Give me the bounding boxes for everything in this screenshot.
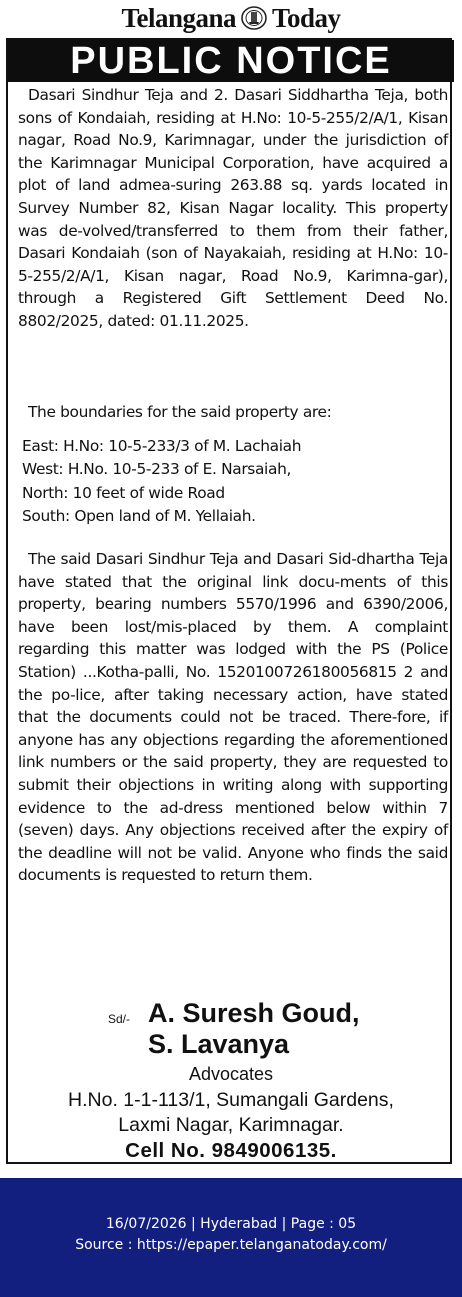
boundary-west: West: H.No. 10-5-233 of E. Narsaiah,: [22, 460, 292, 479]
advocate-role: Advocates: [188, 1064, 274, 1084]
boundaries-intro: The boundaries for the said property are:: [28, 403, 332, 421]
boundary-north: North: 10 feet of wide Road: [22, 483, 225, 502]
advocate-name-1: A. Suresh Goud,: [148, 998, 360, 1028]
boundary-east: East: H.No: 10-5-233/3 of M. Lachaiah: [22, 437, 302, 455]
address-line-1: H.No. 1-1-113/1, Sumangali Gardens,: [68, 1089, 394, 1111]
telangana-emblem-icon: [240, 5, 268, 31]
advocate-name-2: S. Lavanya: [148, 1029, 290, 1059]
boundaries-list: [22, 435, 442, 529]
footer-date-line: 16/07/2026 | Hyderabad | Page : 05: [105, 1216, 357, 1232]
boundary-south: South: Open land of M. Yellaiah.: [22, 507, 256, 526]
masthead-right: Today: [272, 2, 341, 33]
footer-source-line: Source : https://epaper.telanganatoday.com/: [75, 1237, 387, 1253]
notice-paragraph-3: The said Dasari Sindhur Teja and Dasari Sid-dhartha Teja have stated that the original link docu-ments of this property, bearing numbers 5570/1996 and 6390/2006, have been lost/mis-placed by them. A complaint regarding this matter was lodged with the PS (Police Station) ...Kotha-palli, No. 1520100726180056815 2 and the po-lice, after taking necessary action, have stated that the documents could not be traced. There-fore, if anyone has any objections regarding the aforementioned link numbers or the said property, they are requested to submit their objections in writing along with supporting evidence to the ad-dress mentioned below within 7 (seven) days. Any objections received after the expiry of the deadline will not be valid. Anyone who finds the said documents is requested to return them.: [18, 550, 448, 885]
signature-sd: Sd/-: [108, 1012, 131, 1026]
masthead: [0, 0, 462, 36]
cell-number: Cell No. 9849006135.: [125, 1139, 337, 1162]
address-line-2: Laxmi Nagar, Karimnagar.: [118, 1114, 344, 1136]
source-footer: [0, 1178, 462, 1297]
notice-heading: PUBLIC NOTICE: [8, 40, 454, 82]
masthead-left: Telangana: [121, 2, 236, 33]
notice-paragraph-1: Dasari Sindhur Teja and 2. Dasari Siddhartha Teja, both sons of Kondaiah, residing at H.No: 10-5-255/2/A/1, Kisan nagar, Road No.9, Karimnagar, under the jurisdiction of the Karimnagar Municipal Corporation, have acquired a plot of land admea-suring 263.88 sq. yards located in Survey Number 82, Kisan Nagar locality. This property was de-volved/transferred to them from their father, Dasari Kondaiah (son of Nayakaiah, residing at H.No: 10-5-255/2/A/1, Kisan nagar, Road No.9, Karimna-gar), through a Registered Gift Settlement Deed No. 8802/2025, dated: 01.11.2025.: [18, 86, 448, 330]
